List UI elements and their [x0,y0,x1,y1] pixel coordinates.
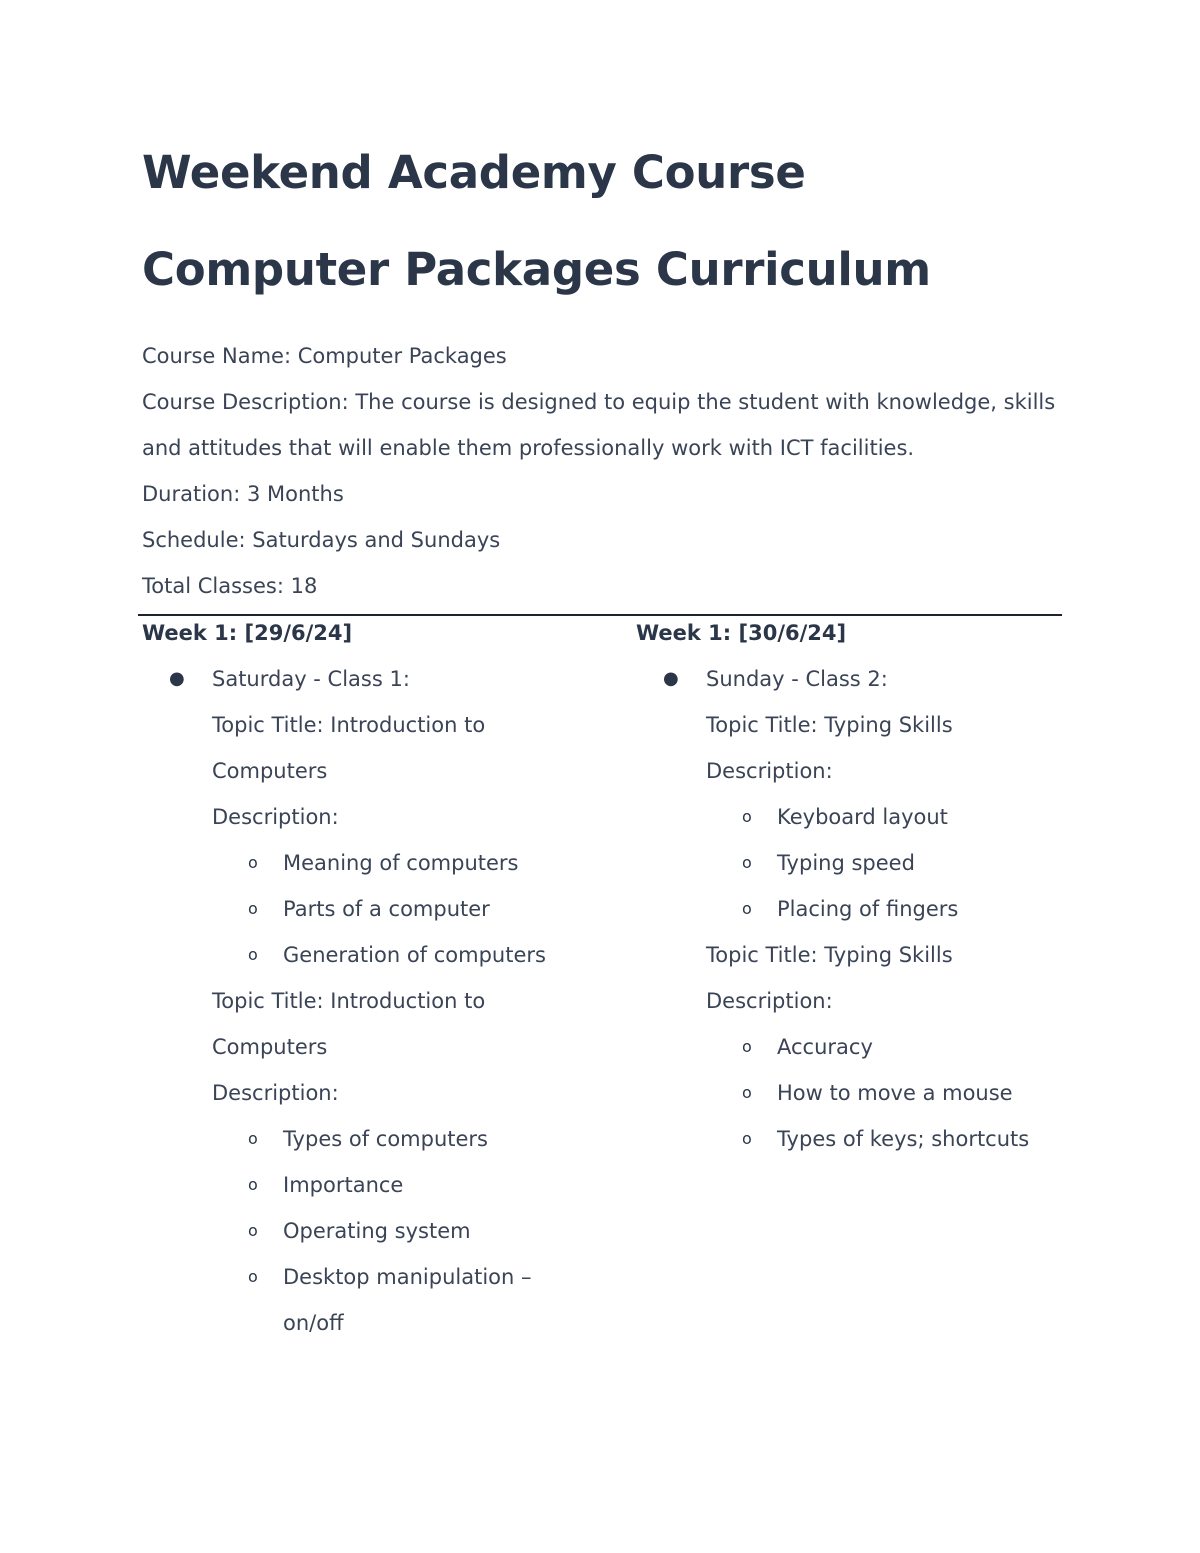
class-item [636,656,1062,1162]
description-list [706,794,1062,932]
list-item-text: Operating system [283,1219,471,1243]
week-column-sunday [636,610,1062,1162]
circle-bullet-icon: o [742,1083,752,1102]
course-name: Course Name: Computer Packages [142,344,507,368]
document-subtitle: Computer Packages Curriculum [142,243,931,296]
bullet-icon: ● [169,668,185,689]
list-item-text-continued: on/off [283,1311,344,1335]
circle-bullet-icon: o [742,1129,752,1148]
circle-bullet-icon: o [248,1129,258,1148]
course-description: Course Description: The course is designed to equip the student with knowledge, skills and attitudes that will enable them professionally work with ICT facilities. [142,390,1056,460]
week-heading: Week 1: [30/6/24] [636,621,847,645]
topic-title-continued: Computers [212,759,328,783]
circle-bullet-icon: o [248,899,258,918]
list-item-text: Meaning of computers [283,851,519,875]
list-item [706,1024,1062,1070]
week-heading: Week 1: [29/6/24] [142,621,353,645]
description-label: Description: [212,805,339,829]
description-list [706,1024,1062,1162]
list-item-text: Parts of a computer [283,897,490,921]
course-total-classes: Total Classes: 18 [142,574,318,598]
circle-bullet-icon: o [248,945,258,964]
class-label: Sunday - Class 2: [706,667,888,691]
circle-bullet-icon: o [248,1267,258,1286]
list-item [212,1254,582,1346]
list-item [706,840,1062,886]
course-schedule: Schedule: Saturdays and Sundays [142,528,501,552]
description-label: Description: [212,1081,339,1105]
list-item-text: Importance [283,1173,404,1197]
list-item [212,932,582,978]
description-list [212,840,582,978]
list-item [706,1116,1062,1162]
class-label: Saturday - Class 1: [212,667,410,691]
list-item-text: Keyboard layout [777,805,948,829]
circle-bullet-icon: o [248,1175,258,1194]
list-item-text: How to move a mouse [777,1081,1013,1105]
week-column-saturday [142,610,582,1346]
list-item [212,886,582,932]
circle-bullet-icon: o [742,807,752,826]
course-duration: Duration: 3 Months [142,482,344,506]
list-item-text: Typing speed [777,851,915,875]
course-info [142,333,1062,609]
topic-title: Topic Title: Typing Skills [706,713,953,737]
list-item-text: Accuracy [777,1035,873,1059]
bullet-icon: ● [663,668,679,689]
list-item [212,840,582,886]
list-item-text: Types of computers [283,1127,488,1151]
document-title: Weekend Academy Course [142,146,806,199]
list-item-text: Desktop manipulation – [283,1265,532,1289]
topic-title-continued: Computers [212,1035,328,1059]
list-item [706,794,1062,840]
description-label: Description: [706,989,833,1013]
description-label: Description: [706,759,833,783]
topic-title: Topic Title: Introduction to [212,713,486,737]
circle-bullet-icon: o [742,853,752,872]
topic-title: Topic Title: Typing Skills [706,943,953,967]
circle-bullet-icon: o [248,853,258,872]
circle-bullet-icon: o [248,1221,258,1240]
list-item [212,1208,582,1254]
list-item-text: Generation of computers [283,943,546,967]
description-list [212,1116,582,1346]
list-item-text: Placing of fingers [777,897,959,921]
list-item [212,1162,582,1208]
class-item [142,656,582,1346]
list-item [706,886,1062,932]
circle-bullet-icon: o [742,1037,752,1056]
circle-bullet-icon: o [742,899,752,918]
topic-title: Topic Title: Introduction to [212,989,486,1013]
list-item-text: Types of keys; shortcuts [777,1127,1030,1151]
list-item [212,1116,582,1162]
list-item [706,1070,1062,1116]
